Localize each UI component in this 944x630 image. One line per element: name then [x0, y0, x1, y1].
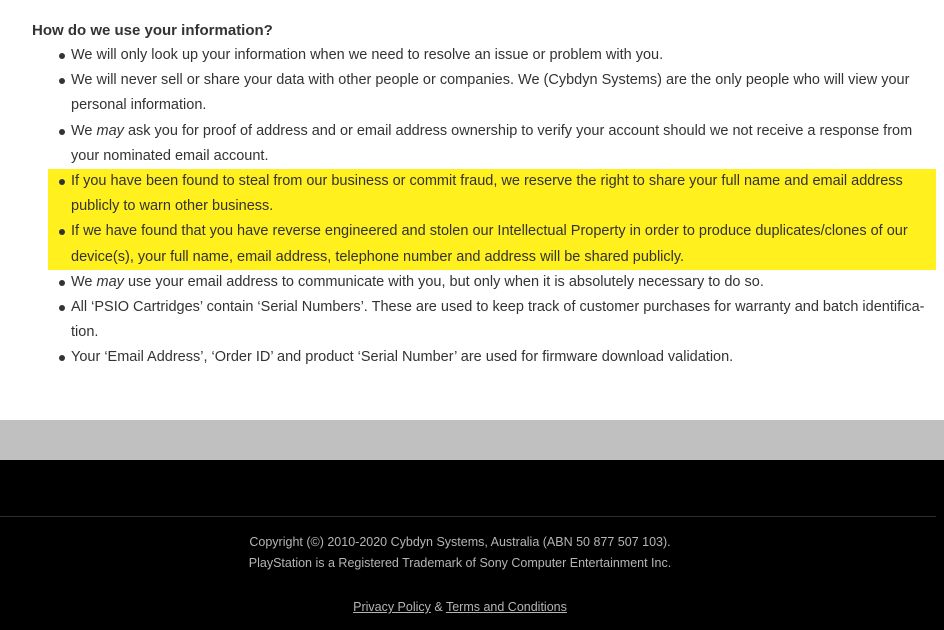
highlighted-list-item	[48, 169, 936, 219]
bullet-dot-icon	[59, 355, 65, 361]
list-item-text: All ‘PSIO Cartridges’ contain ‘Serial Numbers’. These are used to keep track of customer purchases for warranty and batch identifica-tion.	[71, 299, 925, 341]
footer-divider-band	[0, 420, 944, 460]
list-item-text-start: We	[71, 122, 97, 139]
terms-link[interactable]: Terms and Conditions	[445, 600, 567, 614]
section-heading: How do we use your information?	[32, 22, 273, 39]
list-item	[48, 270, 936, 295]
bullet-dot-icon	[59, 179, 65, 185]
list-item-text: We will never sell or share your data with other people or companies. We (Cybdyn Systems) are the only people who will view your personal information.	[71, 72, 910, 114]
list-item-text-end: ask you for proof of address and or email address ownership to verify your account should we not receive a response from your nominated email account.	[71, 122, 913, 164]
site-footer	[0, 460, 944, 630]
list-item	[48, 68, 936, 118]
trademark-text: PlayStation is a Registered Trademark of Sony Computer Entertainment Inc.	[248, 556, 672, 570]
copyright-text: Copyright (©) 2010-2020 Cybdyn Systems, Australia (ABN 50 877 507 103).	[249, 535, 671, 549]
list-item	[48, 345, 936, 370]
list-item-text: We will only look up your information when we need to resolve an issue or problem with you.	[71, 47, 664, 63]
link-separator: &	[430, 600, 446, 614]
bullet-dot-icon	[59, 78, 65, 84]
bullet-dot-icon	[59, 129, 65, 135]
privacy-policy-link[interactable]: Privacy Policy	[353, 600, 431, 614]
list-item-emphasis: may	[96, 122, 124, 139]
footer-links	[0, 600, 920, 614]
bullet-dot-icon	[59, 280, 65, 286]
info-usage-list	[48, 43, 936, 371]
footer-rule	[0, 516, 936, 517]
list-item	[48, 119, 936, 169]
highlighted-list-item	[48, 219, 936, 269]
bullet-dot-icon	[59, 229, 65, 235]
list-item	[48, 43, 936, 68]
list-item-text: Your ‘Email Address’, ‘Order ID’ and product ‘Serial Number’ are used for firmware download validation.	[71, 349, 734, 366]
list-item-emphasis: may	[96, 273, 124, 290]
list-item	[48, 295, 936, 345]
bullet-dot-icon	[59, 53, 65, 59]
bullet-dot-icon	[59, 305, 65, 311]
list-item-text: If you have been found to steal from our business or commit fraud, we reserve the right to share your full name and email address publicly to warn other business.	[71, 173, 903, 215]
list-item-text: If we have found that you have reverse engineered and stolen our Intellectual Property in order to produce duplicates/clones of our device(s), your full name, email address, telephone number and address will be shared publicly.	[71, 223, 908, 265]
list-item-text-end: use your email address to communicate with you, but only when it is absolutely necessary to do so.	[123, 273, 764, 290]
list-item-text-start: We	[71, 273, 97, 290]
